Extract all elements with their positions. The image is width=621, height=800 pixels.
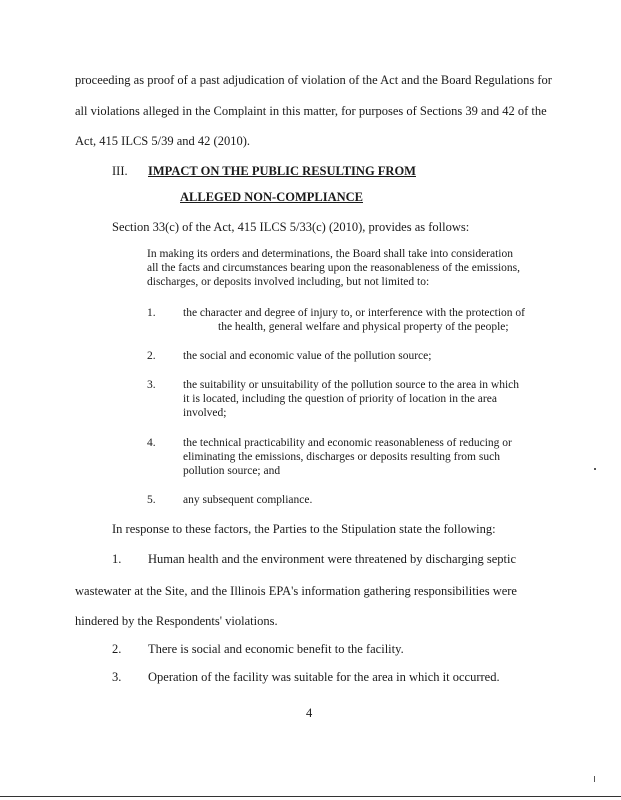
factor-4-line-2: eliminating the emissions, discharges or deposits resulting from such xyxy=(183,451,500,463)
section-number: III. xyxy=(112,164,128,178)
factor-3-line-1: the suitability or unsuitability of the pollution source to the area in which xyxy=(183,379,519,391)
scan-speck xyxy=(594,468,596,470)
factor-1-line-1: the character and degree of injury to, or interference with the protection of xyxy=(183,307,525,319)
response-1-line-2: wastewater at the Site, and the Illinois EPA's information gathering responsibilities were xyxy=(75,584,517,598)
response-2-line-1: There is social and economic benefit to the facility. xyxy=(148,642,404,656)
factor-5-line-1: any subsequent compliance. xyxy=(183,494,313,506)
statute-intro: Section 33(c) of the Act, 415 ILCS 5/33(c) (2010), provides as follows: xyxy=(112,220,470,234)
factor-number: 3. xyxy=(147,379,156,391)
quote-line-1: In making its orders and determinations, the Board shall take into consideration xyxy=(147,248,513,260)
continuation-line-3: Act, 415 ILCS 5/39 and 42 (2010). xyxy=(75,134,250,148)
response-1-line-1: Human health and the environment were threatened by discharging septic xyxy=(148,552,517,566)
continuation-line-1: proceeding as proof of a past adjudication of violation of the Act and the Board Regulations for xyxy=(75,73,552,87)
response-1-line-3: hindered by the Respondents' violations. xyxy=(75,614,278,628)
page-bottom-rule xyxy=(0,796,621,797)
quote-line-3: discharges, or deposits involved including, but not limited to: xyxy=(147,276,430,288)
factor-number: 2. xyxy=(147,350,156,362)
response-number: 1. xyxy=(112,552,122,566)
factor-1-line-2: the health, general welfare and physical property of the people; xyxy=(218,321,509,333)
quote-line-2: all the facts and circumstances bearing upon the reasonableness of the emissions, xyxy=(147,262,520,274)
page-number: 4 xyxy=(306,706,313,720)
factor-4-line-3: pollution source; and xyxy=(183,465,281,477)
response-number: 2. xyxy=(112,642,122,656)
section-title-line-2: ALLEGED NON-COMPLIANCE xyxy=(180,190,363,204)
factor-4-line-1: the technical practicability and economic reasonableness of reducing or xyxy=(183,437,512,449)
factor-number: 5. xyxy=(147,494,156,506)
response-3-line-1: Operation of the facility was suitable for the area in which it occurred. xyxy=(148,670,500,684)
factor-number: 1. xyxy=(147,307,156,319)
response-intro: In response to these factors, the Parties to the Stipulation state the following: xyxy=(112,522,496,536)
factor-3-line-2: it is located, including the question of priority of location in the area xyxy=(183,393,497,405)
factor-number: 4. xyxy=(147,437,156,449)
scan-speck xyxy=(594,776,595,782)
factor-2-line-1: the social and economic value of the pollution source; xyxy=(183,350,432,362)
response-number: 3. xyxy=(112,670,122,684)
factor-3-line-3: involved; xyxy=(183,407,227,419)
continuation-line-2: all violations alleged in the Complaint in this matter, for purposes of Sections 39 and 42 of the xyxy=(75,104,547,118)
section-title-line-1: IMPACT ON THE PUBLIC RESULTING FROM xyxy=(148,164,416,178)
